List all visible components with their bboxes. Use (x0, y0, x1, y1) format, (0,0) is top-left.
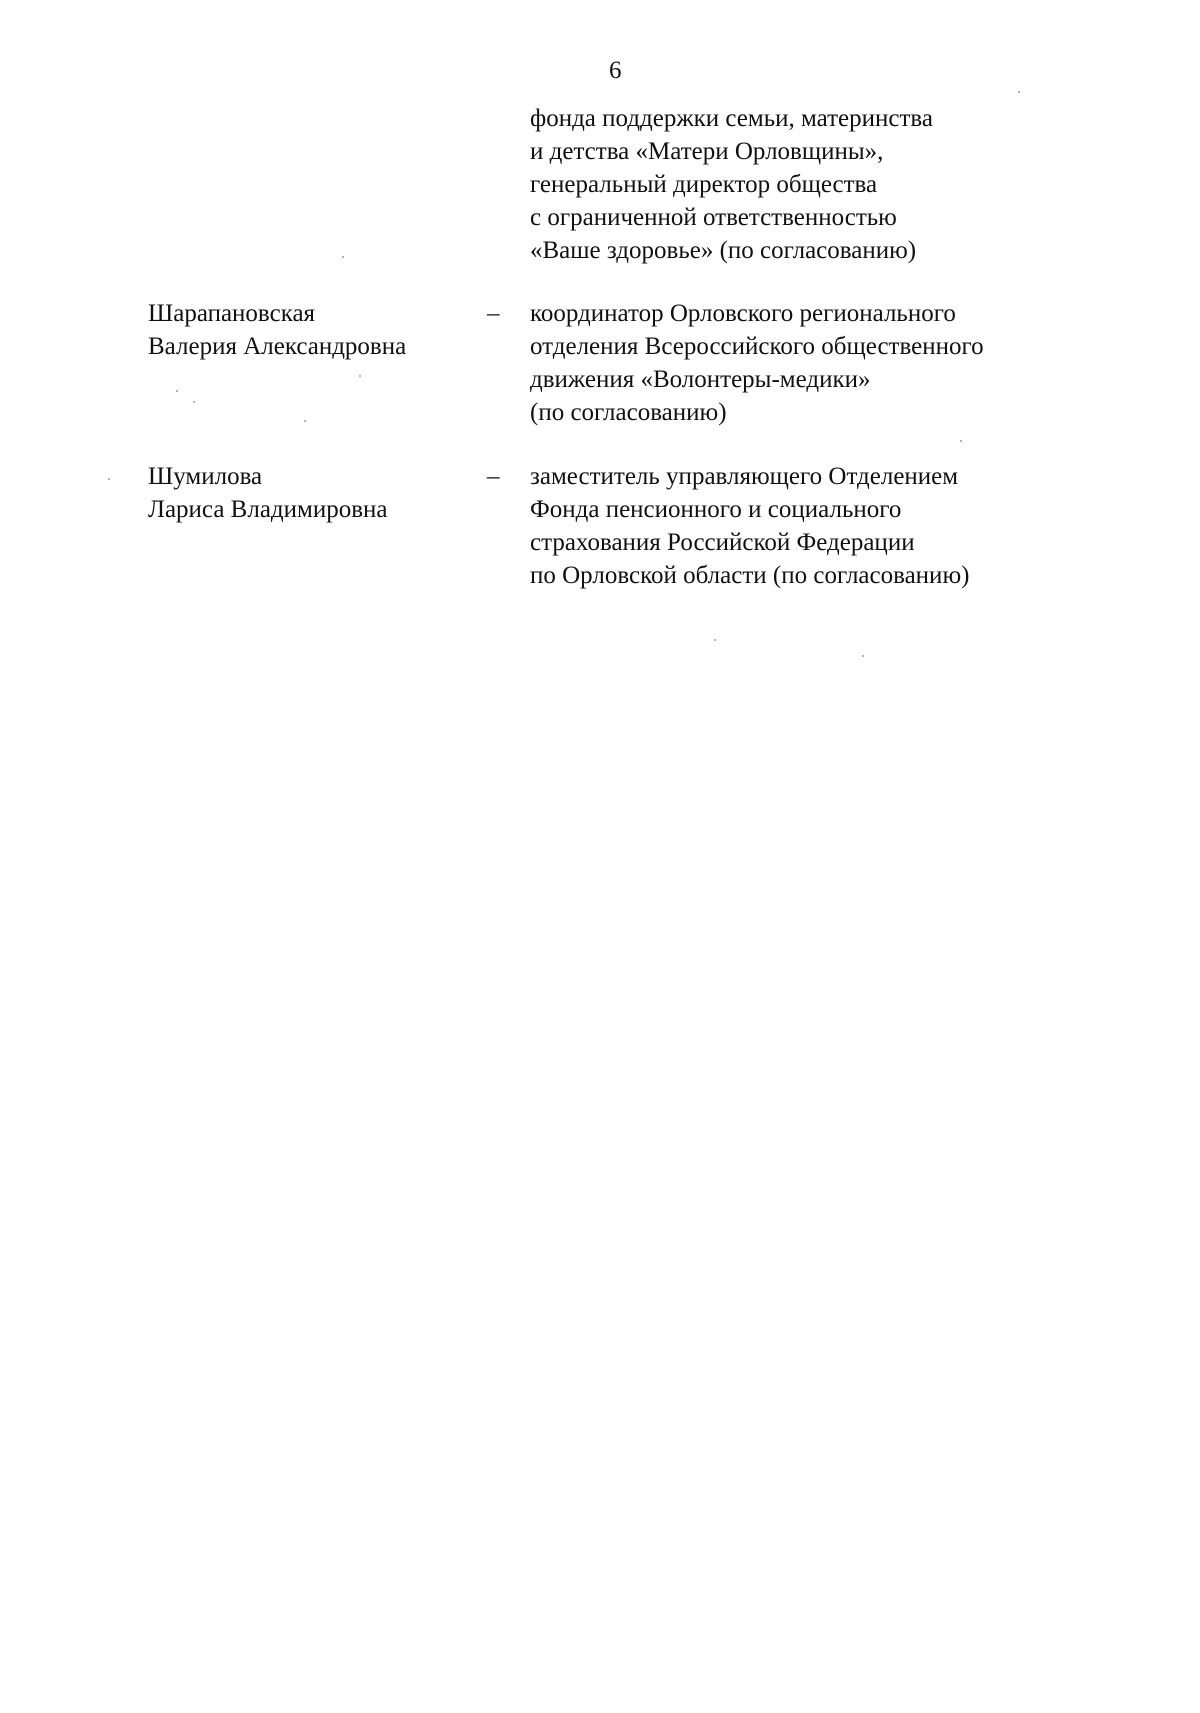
continuation-line: фонда поддержки семьи, материнства (530, 105, 933, 132)
member-position-sharapanovskaya (530, 297, 984, 429)
position-line: движения «Волонтеры-медики» (530, 366, 871, 393)
member-surname: Шумилова (148, 463, 263, 490)
member-given-names: Лариса Владимировна (148, 496, 388, 523)
position-line: Фонда пенсионного и социального (530, 496, 902, 523)
scan-speck (193, 401, 195, 403)
entry-dash: – (487, 463, 500, 490)
position-line: отделения Всероссийского общественного (530, 333, 984, 360)
scan-speck (1018, 91, 1020, 93)
continuation-line: генеральный директор общества (530, 171, 878, 198)
scan-speck (342, 256, 344, 258)
entry-dash: – (487, 300, 500, 327)
continuation-line: и детства «Матери Орловщины», (530, 138, 884, 165)
scan-speck (862, 655, 864, 657)
member-given-names: Валерия Александровна (148, 333, 407, 360)
position-line: страхования Российской Федерации (530, 529, 915, 556)
scan-speck (108, 478, 110, 480)
scan-speck (304, 420, 306, 422)
member-name-sharapanovskaya (148, 297, 406, 363)
previous-entry-continuation (530, 102, 933, 267)
scan-speck (960, 440, 962, 442)
member-surname: Шарапановская (148, 300, 316, 327)
scan-speck (176, 390, 178, 392)
scan-speck (714, 639, 716, 641)
member-position-shumilova (530, 460, 969, 592)
position-line: координатор Орловского регионального (530, 300, 956, 327)
page-number: 6 (609, 57, 622, 84)
continuation-line: с ограниченной ответственностью (530, 204, 897, 231)
position-line: по Орловской области (по согласованию) (530, 562, 970, 589)
member-name-shumilova (148, 460, 388, 526)
position-line: (по согласованию) (530, 399, 727, 426)
position-line: заместитель управляющего Отделением (530, 463, 959, 490)
continuation-line: «Ваше здоровье» (по согласованию) (530, 237, 917, 264)
scan-speck (359, 375, 361, 377)
